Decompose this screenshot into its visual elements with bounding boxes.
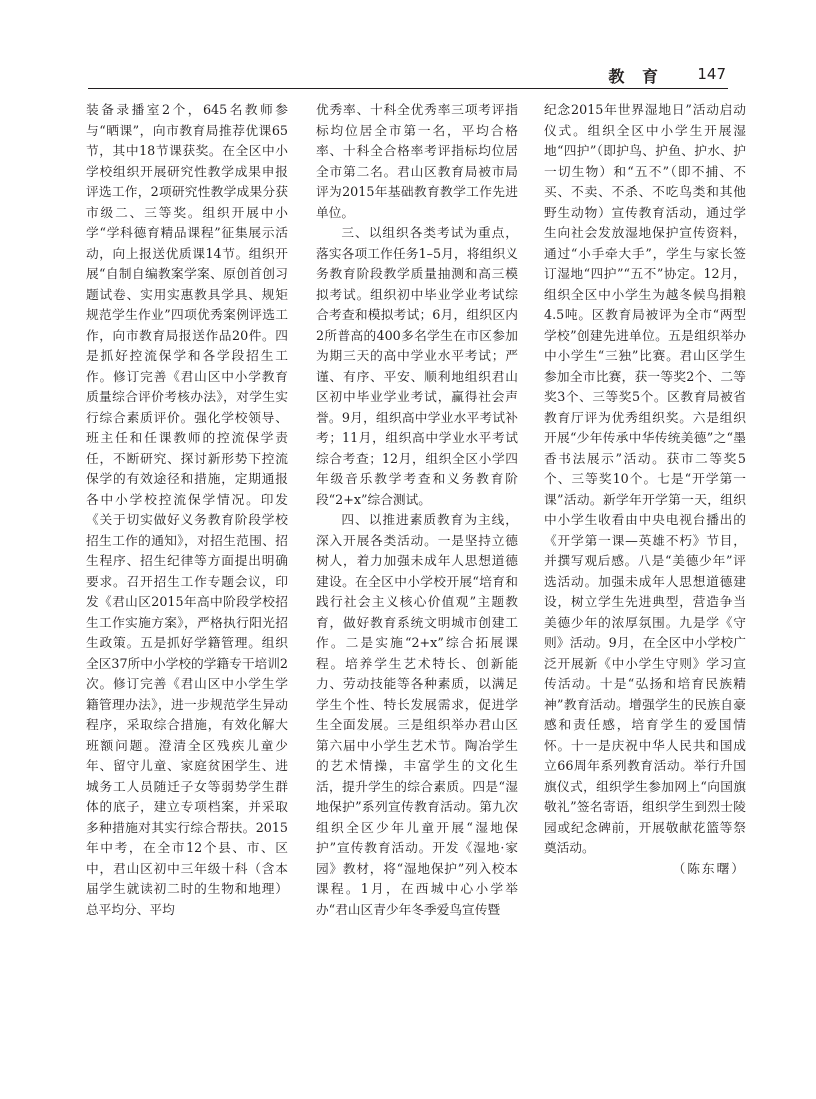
section-title: 教 育 bbox=[608, 67, 664, 86]
page-number: 147 bbox=[697, 65, 726, 83]
paragraph: 四、以推进素质教育为主线，深入开展各类活动。一是坚持立德树人，着力加强未成年人思想道德建设。在全区中小学校开展“培育和践行社会主义核心价值观”主题教育，做好教育系统文明城市创建工作。二是实施“2+x”综合拓展课程。培养学生艺术特长、创新能力、劳动技能等各种素质，以满足学生个性、特长发展需求，促进学生全面发展。三是组织举办君山区第六届中小学生艺术节。陶冶学生的艺术情操，丰富学生的文化生活，提升学生的综合素质。四是“湿地保护”系列宣传教育活动。第九次组织全区少年儿童开展“湿地保护”宣传教育活动。开发《湿地·家园》教材，将“湿地保护”列入校本课程。1月，在西城中心小学举办“君山区青少年冬季爱鸟宣传暨 bbox=[316, 512, 518, 917]
paragraph: 三、以组织各类考试为重点，落实各项工作任务1–5月，将组织义务教育阶段教学质量抽测和高三模拟考试。组织初中毕业学业考试综合考查和模拟考试；6月，组织区内2所普高的400多名学生在市区参加为期三天的高中学业水平考试；严谨、有序、平安、顺利地组织君山区初中毕业学业考试，赢得社会声誉。9月，组织高中学业水平考试补考；11月，组织高中学业水平考试综合考查；12月，组织全区小学四年级音乐教学考查和义务教育阶段“2+x”综合测试。 bbox=[316, 225, 518, 507]
text-column-1 bbox=[86, 100, 288, 920]
text-column-2 bbox=[316, 100, 518, 920]
running-header bbox=[88, 62, 728, 89]
paragraph: 纪念2015年世界湿地日”活动启动仪式。组织全区中小学生开展湿地“四护”（即护鸟、护鱼、护水、护一切生物）和“五不”（即不捕、不买、不卖、不杀、不吃鸟类和其他野生动物）宣传教育活动，通过学生向社会发放湿地保护宣传资料，通过“小手牵大手”，学生与家长签订湿地“四护”“五不”协定。12月，组织全区中小学生为越冬候鸟捐粮4.5吨。区教育局被评为全市“两型学校”创建先进单位。五是组织举办中小学生“三独”比赛。君山区学生参加全市比赛，获一等奖2个、二等奖3个、三等奖5个。区教育局被省教育厅评为优秀组织奖。六是组织开展“少年传承中华传统美德”之“墨香书法展示”活动。获市二等奖5个、三等奖10个。七是“开学第一课”活动。新学年开学第一天，组织中小学生收看由中央电视台播出的《开学第一课—英雄不朽》节目，并撰写观后感。八是“美德少年”评选活动。加强未成年人思想道德建设，树立学生先进典型，营造争当美德少年的浓厚氛围。九是学《守则》活动。9月，在全区中小学校广泛开展新《中小学生守则》学习宣传活动。十是“弘扬和培育民族精神”教育活动。增强学生的民族自豪感和责任感，培育学生的爱国情怀。十一是庆祝中华人民共和国成立66周年系列教育活动。举行升国旗仪式，组织学生参加网上“向国旗敬礼”签名寄语，组织学生到烈士陵园或纪念碑前，开展敬献花篮等祭奠活动。 bbox=[544, 102, 746, 855]
author-credit: （陈东曙） bbox=[672, 860, 746, 876]
paragraph: 优秀率、十科全优秀率三项考评指标均位居全市第一名，平均合格率、十科全合格率考评指标均位居全市第二名。君山区教育局被市局评为2015年基础教育教学工作先进单位。 bbox=[316, 102, 518, 220]
paragraph: 装备录播室2个，645名教师参与“晒课”，向市教育局推荐优课65节，其中18节课获奖。在全区中小学校组织开展研究性教学成果申报评选工作，2项研究性教学成果分获市级二、三等奖。组织开展中小学“学科德育精品课程”征集展示活动，向上报送优质课14节。组织开展“自制自编教案学案、原创首创习题试卷、实用实惠教具学具、规矩规范学生作业”四项优秀案例评选工作，向市教育局报送作品20件。四是抓好控流保学和各学段招生工作。修订完善《君山区中小学教育质量综合评价考核办法》，对学生实行综合素质评价。强化学校领导、班主任和任课教师的控流保学责任，不断研究、探讨新形势下控流保学的有效途径和措施，定期通报各中小学校控流保学情况。印发《关于切实做好义务教育阶段学校招生工作的通知》，对招生范围、招生程序、招生纪律等方面提出明确要求。召开招生工作专题会议，印发《君山区2015年高中阶段学校招生工作实施方案》，严格执行阳光招生政策。五是抓好学籍管理。组织全区37所中小学校的学籍专干培训2次。修订完善《君山区中小学生学籍管理办法》，进一步规范学生异动程序，采取综合措施，有效化解大班额问题。澄清全区残疾儿童少年、留守儿童、家庭贫困学生、进城务工人员随迁子女等弱势学生群体的底子，建立专项档案，并采取多种措施对其实行综合帮扶。2015年中考，在全市12个县、市、区中，君山区初中三年级十科（含本届学生就读初二时的生物和地理）总平均分、平均 bbox=[86, 102, 288, 917]
text-column-3 bbox=[544, 100, 746, 879]
